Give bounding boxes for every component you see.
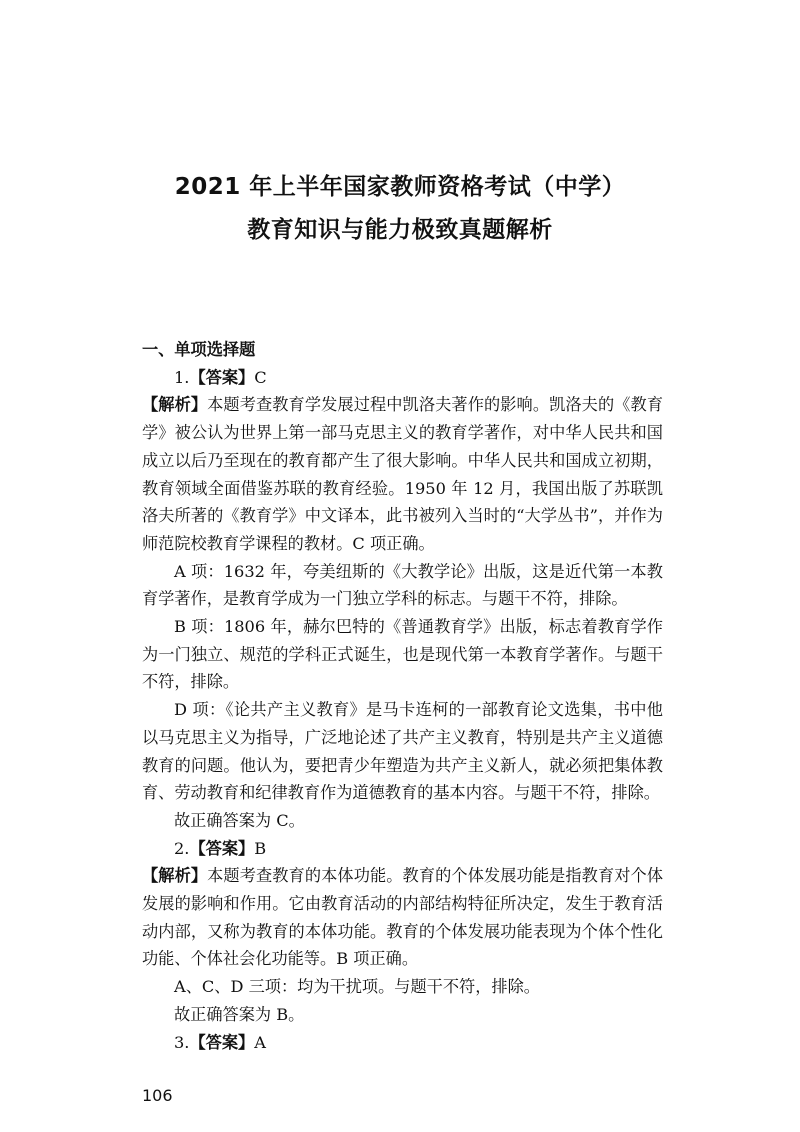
title-line-2: 教育知识与能力极致真题解析: [247, 217, 553, 243]
q1-analysis-text: 本题考查教育学发展过程中凯洛夫著作的影响。凯洛夫的《教育学》被公认为世界上第一部马克思主义的教育学著作，对中华人民共和国成立以后乃至现在的教育都产生了很大影响。中华人民共和国成立初期，教育领域全面借鉴苏联的教育经验。1950 年 12 月，我国出版了苏联凯洛夫所著的《教育学》中文译本，此书被列入当时的“大学丛书”，并作为师范院校教育学课程的教材。C 项正确。: [142, 395, 664, 553]
q1-conclusion: 故正确答案为 C。: [174, 810, 305, 830]
page-number: 106: [142, 1086, 173, 1105]
q1-answer-tag: 【答案】: [189, 367, 255, 387]
q3-answer-value: A: [254, 1032, 266, 1052]
q2-analysis-tag: 【解析】: [142, 866, 208, 886]
q2-answer: [142, 835, 663, 863]
q1-option-a: A 项：1632 年，夸美纽斯的《大教学论》出版，这是近代第一本教育学著作，是教育学成为一门独立学科的标志。与题干不符，排除。: [142, 561, 663, 609]
q1-analysis-tag: 【解析】: [142, 395, 208, 415]
q2-answer-tag: 【答案】: [189, 838, 255, 858]
q3-answer-tag: 【答案】: [189, 1032, 255, 1052]
q2-conclusion: 故正确答案为 B。: [174, 1004, 305, 1024]
q1-analysis: [142, 391, 663, 557]
q3-answer: [142, 1029, 663, 1057]
q1-answer-value: C: [254, 367, 267, 387]
q1-number: 1.: [174, 367, 190, 387]
q3-number: 3.: [174, 1032, 190, 1052]
q1-option-b: B 项：1806 年，赫尔巴特的《普通教育学》出版，标志着教育学作为一门独立、规范的学科正式诞生，也是现代第一本教育学著作。与题干不符，排除。: [142, 617, 663, 692]
q2-analysis-text: 本题考查教育的本体功能。教育的个体发展功能是指教育对个体发展的影响和作用。它由教育活动的内部结构特征所决定，发生于教育活动内部，又称为教育的本体功能。教育的个体发展功能表现为个体个性化功能、个体社会化功能等。B 项正确。: [142, 866, 664, 969]
content-body: [142, 336, 663, 1056]
q1-option-d: D 项：《论共产主义教育》是马卡连柯的一部教育论文选集，书中他以马克思主义为指导，广泛地论述了共产主义教育，特别是共产主义道德教育的问题。他认为，要把青少年塑造为共产主义新人，就必须把集体教育、劳动教育和纪律教育作为道德教育的基本内容。与题干不符，排除。: [142, 700, 663, 803]
q2-number: 2.: [174, 838, 190, 858]
title-line-1: 2021 年上半年国家教师资格考试（中学）: [174, 174, 626, 200]
section-heading: 一、单项选择题: [142, 340, 256, 359]
q2-option-acd: A、C、D 三项：均为干扰项。与题干不符，排除。: [174, 977, 540, 997]
q1-answer: [142, 364, 663, 392]
q2-answer-value: B: [254, 838, 267, 858]
q2-analysis: [142, 862, 663, 973]
